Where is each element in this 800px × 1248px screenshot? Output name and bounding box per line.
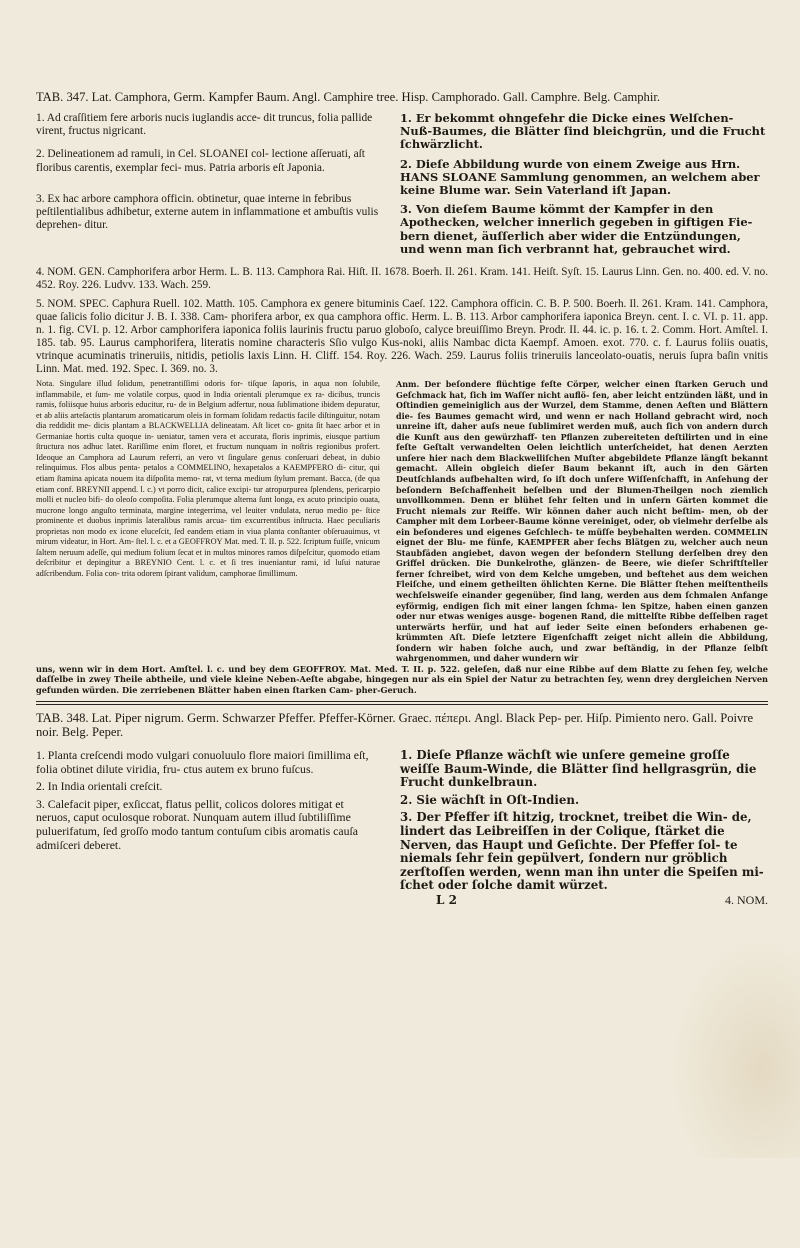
nom-gen: 4. NOM. GEN. Camphorifera arbor Herm. L. B. 113. Camphora Rai. Hiſt. II. 1678. Boerh. Il. 261. Kram. 141. Heiſt. Syſt. 15. Laurus Linn. Gen. no. 400. ed. V. no. 452. Roy. 226. Ludvv. 133. Wach. 259. [36,266,768,292]
german-column [400,112,768,262]
german-348-item-1: 1. Dieſe Pflanze wächſt wie unſere gemeine groſſe weiſſe Baum-Winde, die Blätter ſind hellgrasgrün, die Frucht dunkelbraun. [400,748,757,790]
catchword: 4. NOM. [724,892,768,907]
latin-column-348 [36,749,381,899]
german-note-tail: uns, wenn wir in dem Hort. Amſtel. l. c. und bey dem GEOFFROY. Mat. Med. T. II. p. 522. geleſen, daß nur eine Ribbe auf dem Blatte zu ſehen ſey, welche daſſelbe in zwey Theile abtheile, und viele kleine Neben-Aeſte abgabe, hingegen nur als ein Spiel der Natur zu betrachten ſey, wenn drey dergleichen Nerven gefunden würden. Die zerriebenen Blätter haben einen ſtarken Cam- pher-Geruch. [36,663,768,695]
tab347-items [36,112,768,262]
section-divider [36,701,768,702]
page [36,0,768,1248]
german-348-item-3: 3. Der Pfeffer iſt hitzig, trocknet, treibet die Win- de, lindert das Leibreiſſen in der Colique, ſtärket die Nerven, das Haupt und Geſichte. Der Pfeffer ſol- te niemals ſehr fein gepülvert, ſondern nur gröblich zerſtoſſen werden, wenn man ihn unter die Speiſen mi- ſchet oder ſolche damit würzet. [400,810,764,893]
german-348-item-2: 2. Sie wächſt in Oſt-Indien. [400,792,580,807]
latin-item-1: 1. Ad craſſitiem fere arboris nucis iuglandis acce- dit truncus, folia pallide virent, fructus nigricant. [36,112,373,138]
german-note: Anm. Der beſondere flüchtige feſte Cörper, welcher einen ſtarken Geruch und Geſchmack hat, ſich im Waſſer nicht auflö- ſen, aber leicht entzünden läßt, und in Oſtindien gemeiniglich aus der Wurzel, dem Stamme, denen Aeſten und Blättern die- ſes Baumes gemacht wird, und wenn er nach Holland gebracht wird, noch unreine iſt, daher auſs neue ſublimiret werden muß, auch ſich von andern durch die Kunſt aus den gewürzhaff- ten Pflanzen zubereiteten deſtilirten und in eine feſte Geſtalt verwandelten Oelen leichtlich unterſcheidet, hat denen Aerzten unſere hier nach dem Blackwelliſchen Muſter abgebildete Pflanze längſt bekannt gemacht. Allein obgleich dieſer Baum bekannt iſt, auch in den Gärten Deutſchlands aufbehalten wird, ſo iſt doch unſere Wiſſenſchafft, in Anſehung der beſondern Beſchaffenheit beſelben und der Blumen-Theilgen noch ziemlich unvollkommen. Denn er blühet ſehr ſelten und in unſern Gärten kommet die Frucht niemals zur Reiffe. Wir können daher auch nicht beſtim- men, ob der Campher mit dem Lorbeer-Baume könne vereiniget, oder, ob vielmehr derſelbe als ein beſonderes und eigenes Geſchlech- te müſſe beybehalten werden. COMMELIN eignet der Blu- me fünfe, KAEMPFER aber ſechs Blätgen zu, welcher auch neun Staubfäden angiebet, davon wegen der beſondern Stellung derſelben drey den Griffel drücken. Die Dunkelrothe, glänzen- de Beere, wie dieſer Schriftſteller ferner ſchreibet, wird von dem Kelche umgeben, und beſtehet aus dem weichen Fleiſche, und einem getheilten öhlichten Kerne. Die Blätter ſtehen meiſtentheils wechſelsweiſe einander gegenüber, ſind lang, werden aus dem ſchmalen Anfange eyförmig, endigen ſich mit einer langen ſchma- len Spitze, haben einen ganzen oder nur etwas weniges ausge- bogenen Rand, die mittelſte Ribbe deſſelben raget unterwärts herfür, und hat auf ieder Seite einen beſonders erhabenen ge- krümmten Aſt. Dieſe letztere Eigenſchafft zeiget nicht allein die Abbildung, ſondern wir haben ſolche auch, und zwar beſtändig, in der Pflanze ſelbſt wahrgenommen, und daher wundern wir [396,379,768,664]
signature-mark: L 2 [436,892,457,907]
latin-348-item-2: 2. In India orientali creſcit. [36,779,163,794]
latin-note: Nota. Singulare illud ſolidum, penetrantiſſimi odoris for- tiſque ſaporis, in aqua non ſolubile, inflammabile, et ſum- me volatile corpus, quod in India orientali plerumque ex ra- dicibus, truncis ramis, foliisque huius arboris educitur, ru- de in Belgium adfertur, noua ſublimatione ibidem depuratur, et ab aliis arteſactis plantarum aromaticarum oleis in formam ſolidam redactis facile diſtinguitur, notam dia reddidit me- dicis plantam a BLACKWELLIA delineatam. Aſt licet co- gnita ſit haec arbor et in Germaniae hortis culta quoque in- ueniatur, tamen vera et accurata, floris inprimis, eiusque partium ſtructura nos adhuc latet. Rariſſime enim floret, et fructum nunquam in noſtris regionibus profert. Ideoque an Camphora ad Laurum referri, an vero vt ſingulare genus conſeruari debeat, in dubio relinquimus. Flos albus penta- petalos a COMMELINO, hexapetalos a KAEMPFERO di- citur, qui etiam ſtamina apicata nouem ita diſpoſita memo- rat, vt terna medium ſtylum premant. Bacca, (de qua etiam conf. BREYNII append. l. c.) vt porro dicit, calice excipi- tur atropurpurea ſplendens, pericarpio molli et nucleo bifi- do oleoſo compoſita. Folia plerumque alterna ſunt longa, ex acuto principio ouata, mucrone longo anguſto terminata, margine integerrima, vel leuiter vndulata, neruo medio pe- ſtice prominente et duobus inprimis lateralibus ramis arcua- tim excurrentibus inſtructa. Haec peculiaris proprietas non modo ex icone eluceſcit, ſed eandem etiam in viua planta conſtanter obſeruauimus, vt mirum videatur, in Hort. Am- ſtel. l. c. et a GEOFFROY Mat. med. T. II. p. 522. ſcriptum fuiſſe, vnicum ſaltem neruum adeſſe, qui medium folium ſecat et in multos minores ramos diſpeſcitur, quomodo etiam deſcribitur et depingitur a BREYNIO Cent. l. c. et ſi tres inueniantur rami, id luſui naturae adſcribendum. Folia con- trita odorem ſpirant validum, camphorae ſimillimum. [36,379,381,578]
nom-spec: 5. NOM. SPEC. Caphura Ruell. 102. Matth. 105. Camphora ex genere bituminis Caeſ. 122. Camphora officin. C. B. P. 500. Boerh. Il. 261. Kram. 141. Camphora, quae ſalicis folio dicitur J. B. I. 338. Cam- phorifera arbor, ex qua camphora offic. Herm. L. B. 113. Arbor camphorifera iaponica Breyn. cent. I. c. VI. p. 11. app. n. 1. fig. CVI. p. 12. Arbor camphorifera iaponica foliis laurinis fructu paruo globoſo, calyce breuiſſimo Breyn. Prodr. II. 44. ic. p. 16. t. 2. Comm. Hort. Amſtel. I. 185. tab. 95. Laurus camphorifera, literatis nomine characteris Sſio vulgo Kus-noki, aliis Nambac dicta Kaempf. Amoen. exot. 770. c. f. Laurus foliis ouatis, vtrinque acuminatis trineruiis, nitidis, petiolis laxis Linn. H. Cliff. 154. Roy. 226. Wach. 259. Laurus foliis trineruiis lanceolato-ouatis, neruis ſupra baſin vnitis Linn. Mat. med. 192. Spec. I. 369. no. 3. [36,298,768,376]
latin-348-item-1: 1. Planta creſcendi modo vulgari conuoluulo flore maiori ſimillima eſt, folia obtinet dilute viridia, fru- ctus autem ex bruno fuſcus. [36,748,369,776]
german-item-3: 3. Von dieſem Baume kömmt der Kampfer in den Apothecken, welcher innerlich gegeben in giftigen Fie- bern dienet, äuſſerlich aber wider die Entzündungen, und wenn man ſich verbrannt hat, gebrauchet wird. [400,202,753,256]
latin-item-2: 2. Delineationem ad ramuli, in Cel. SLOANEI col- lectione aſſeruati, aſt floribus carentis, exemplar feci- mus. Patria arboris eſt Japonia. [36,148,365,174]
notes [36,379,768,664]
latin-column [36,112,381,262]
german-column-348 [400,749,768,899]
latin-item-3: 3. Ex hac arbore camphora officin. obtinetur, quae interne in febribus peſtilentialibus adhibetur, externe autem in inflammatione et ambuſtis vulis deprehen- ditur. [36,192,379,232]
tab347-heading: TAB. 347. Lat. Camphora, Germ. Kampfer Baum. Angl. Camphire tree. Hisp. Camphorado. Gall. Camphre. Belg. Camphir. [36,90,661,104]
german-item-2: 2. Dieſe Abbildung wurde von einem Zweige aus Hrn. HANS SLOANE Sammlung genommen, an welchem aber keine Blume war. Sein Vaterland iſt Japan. [400,156,760,198]
german-item-1: 1. Er bekommt ohngefehr die Dicke eines Welſchen- Nuß-Baumes, die Blätter ſind bleichgrün, und die Frucht ſchwärzlicht. [400,111,766,152]
latin-348-item-3: 3. Calefacit piper, exſiccat, flatus pellit, colicos dolores mitigat et neruos, caput oculosque roborat. Nunquam autem illud ſubtiliſſime puluerifatum, ſed groſſo modo tantum contuſum cibis aromatis cauſa admiſceri deberet. [36,796,359,852]
tab348-heading: TAB. 348. Lat. Piper nigrum. Germ. Schwarzer Pfeffer. Pfeffer-Körner. Graec. πέπερι. Angl. Black Pep- per. Hiſp. Pimiento nero. Gall. Poivre noir. Belg. Peper. [36,711,754,740]
tab348-items [36,749,768,899]
section-divider-thin [36,704,768,705]
